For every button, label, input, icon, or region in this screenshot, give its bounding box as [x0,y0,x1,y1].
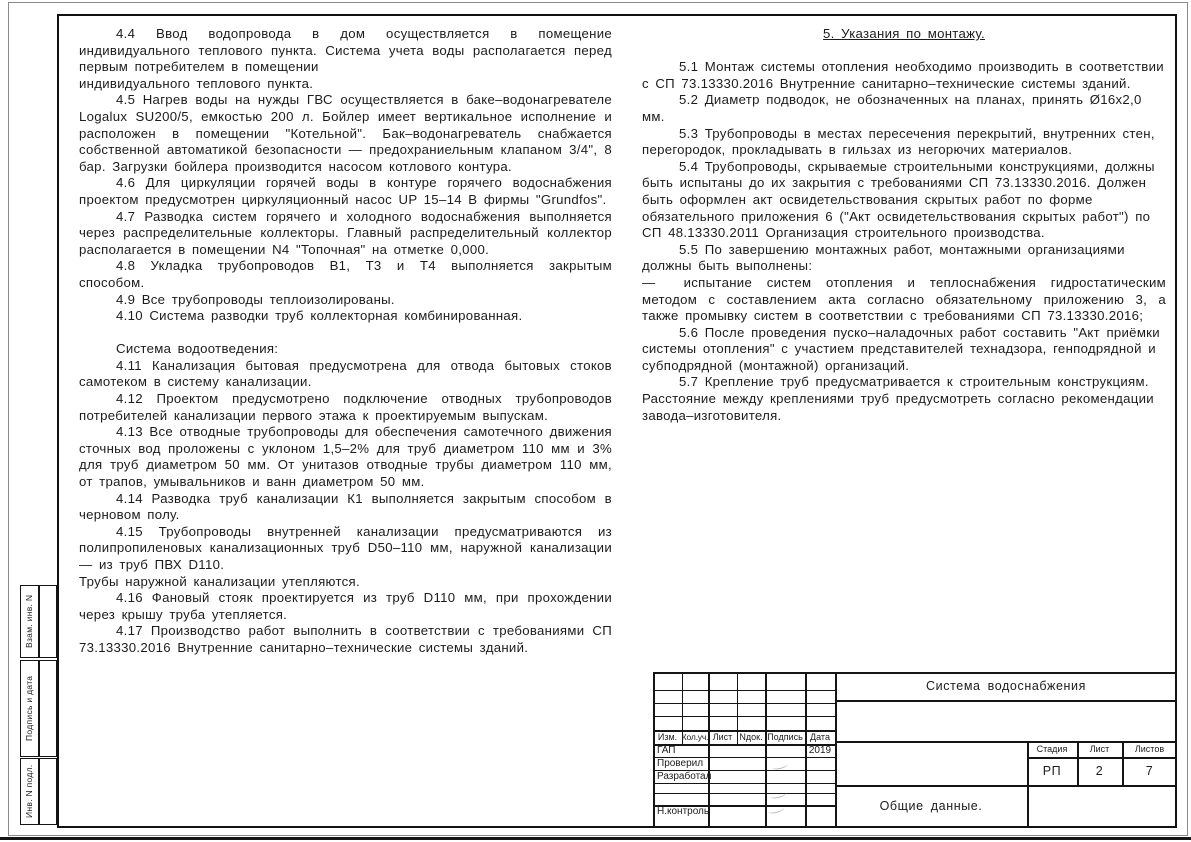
sheet-header: Лист [1089,744,1110,754]
paragraph: 4.14 Разводка труб канализации К1 выполняется закрытым способом в черновом полу. [79,490,612,523]
side-label-podpis: Подпись и дата [24,675,34,742]
paragraph: Система водоотведения: [116,341,279,357]
sheets-total: 7 [1145,764,1154,778]
title-block-line [835,700,1177,702]
paragraph: 4.16 Фановый стояк проектируется из труб D110 мм, при прохождении через крышу труба утепляется. [79,590,612,622]
paragraph: 5.3 Трубопроводы в местах пересечения перекрытий, внутренних стен, перегородок, прокладывать в гильзах из негорючих материалов. [642,125,1155,158]
role-nkontrol: Н.контроль [657,806,710,817]
stage-header: Стадия [1036,744,1068,754]
page-edge [0,837,1191,840]
paragraph: 5.6 После проведения пуско–наладочных работ составить "Акт приёмки системы отопления" с участием представителей технадзора, генподрядной и субподрядной (монтажной) организаций. [642,324,1160,373]
paragraph: 4.15 Трубопроводы внутренней канализации предусматриваются из полипропиленовых канализационных труб D50–110 мм, наружной канализации — из труб ПВХ D110. [79,523,612,572]
header-data: Дата [810,732,830,742]
paragraph: 4.7 Разводка систем горячего и холодного водоснабжения выполняется через распределительные коллекторы. Главный распределительный коллектор располагается в помещении N4 "Топочная" на отметке 0,000. [79,208,612,257]
paragraph: 4.11 Канализация бытовая предусмотрена для отвода бытовых стоков самотеком в систему канализации. [79,357,612,390]
role-proveril: Проверил [657,758,704,769]
side-label-vzam: Взам. инв. N [24,594,34,649]
paragraph: 5.7 Крепление труб предусматривается к строительным конструкциям. Расстояние между креплениями труб предусмотреть согласно рекомендации завода–изготовителя. [642,374,1154,423]
header-kol-uch: Кол.уч. [681,732,709,742]
header-list: Лист [712,732,733,742]
paragraph: индивидуального теплового пункта. [79,75,314,91]
paragraph: 4.17 Производство работ выполнить в соответствии с требованиями СП 73.13330.2016 Внутренние санитарно–технические системы зданий. [79,623,612,655]
paragraph: 4.4 Ввод водопровода в дом осуществляется в помещение индивидуального теплового пункта. Система учета воды располагается перед первым потребителем в помещении [79,26,612,75]
paragraph: 4.10 Система разводки труб коллекторная комбинированная. [116,308,523,324]
paragraph: 5.2 Диаметр подводок, не обозначенных на планах, принять Ø16х2,0 мм. [642,92,1142,124]
header-izm: Изм. [657,732,678,742]
title-block-line [653,672,655,827]
paragraph: 4.12 Проектом предусмотрено подключение отводных трубопроводов потребителей канализации первого этажа к проектируемым выпускам. [79,391,612,423]
paragraph: 5.1 Монтаж системы отопления необходимо производить в соответствии с СП 73.13330.2016 Внутренние санитарно–технические системы зданий. [642,59,1164,91]
role-razrabotal: Разработал [657,771,712,782]
section-paragraphs [642,59,1166,424]
paragraph: 5.4 Трубопроводы, скрываемые строительными конструкциями, должны быть испытаны до их закрытия с требованиями СП 73.13330.2016. Должен быть оформлен акт освидетельствования скрытых работ по форме обязательного приложения 6 ("Акт освидетельствования скрытых работ") по СП 48.13330.2011 Организация строительного производства. [642,158,1155,241]
title-block-line [653,716,835,717]
side-box-divider [38,758,40,825]
paragraph: — испытание систем отопления и теплоснабжения гидростатическим методом с составлением акта согласно обязательному приложению 3, а также промывку систем в соответствии с требованиями СП 73.13330.2016; [642,274,1166,324]
title-block-line [653,783,835,784]
paragraph: 5.5 По завершению монтажных работ, монтажными организациями должны быть выполнены: [642,241,1125,274]
title-block-line [653,690,835,691]
text-column-right [642,26,1166,424]
side-box-divider [38,660,40,757]
paragraph: 4.6 Для циркуляции горячей воды в контуре горячего водоснабжения проектом предусмотрен циркуляционный насос UP 15–14 В фирмы "Grundfos". [79,175,612,207]
sheet-number: 2 [1095,764,1104,778]
title-block-line [765,672,767,827]
side-box-divider [38,585,40,658]
text-column-left [79,26,612,657]
role-gap: ГАП [657,745,676,756]
sheets-header: Листов [1134,744,1165,754]
date-value: 2019 [808,745,832,756]
title-block-line [653,703,835,704]
title-block-doc-title: Система водоснабжения [926,679,1086,693]
header-podpis: Подпись [767,732,803,742]
stage-value: РП [1042,764,1062,778]
side-label-inv: Инв. N подл. [24,764,34,819]
paragraph: 4.9 Все трубопроводы теплоизолированы. [116,291,395,307]
section-heading: 5. Указания по монтажу. [823,26,985,41]
paragraph: 4.13 Все отводные трубопроводы для обеспечения самотечного движения сточных вод проложены с уклоном 1,5–2% для труб диаметром 110 мм и 3% для труб диаметром 50 мм. От унитазов отводные трубы диаметром 110 мм, от трапов, умывальников и ванн диаметром 50 мм. [79,424,612,490]
title-block-sheet-title: Общие данные. [879,799,983,813]
paragraph: Трубы наружной канализации утепляются. [79,573,360,589]
paragraph: 4.8 Укладка трубопроводов В1, Т3 и Т4 выполняется закрытым способом. [79,258,612,290]
paragraph: 4.5 Нагрев воды на нужды ГВС осуществляется в баке–водонагревателе Logalux SU200/5, емкостью 200 л. Бойлер имеет вертикальное исполнение и расположен в помещении "Котельной". Бак–водонагреватель снабжается собственной автоматикой безопасности — предохраниельным клапаном 3/4", 8 бар. Загрузки бойлера производится насосом котлового контура. [79,92,612,174]
title-block-line [653,793,835,794]
header-ndok: Nдок. [739,732,763,742]
